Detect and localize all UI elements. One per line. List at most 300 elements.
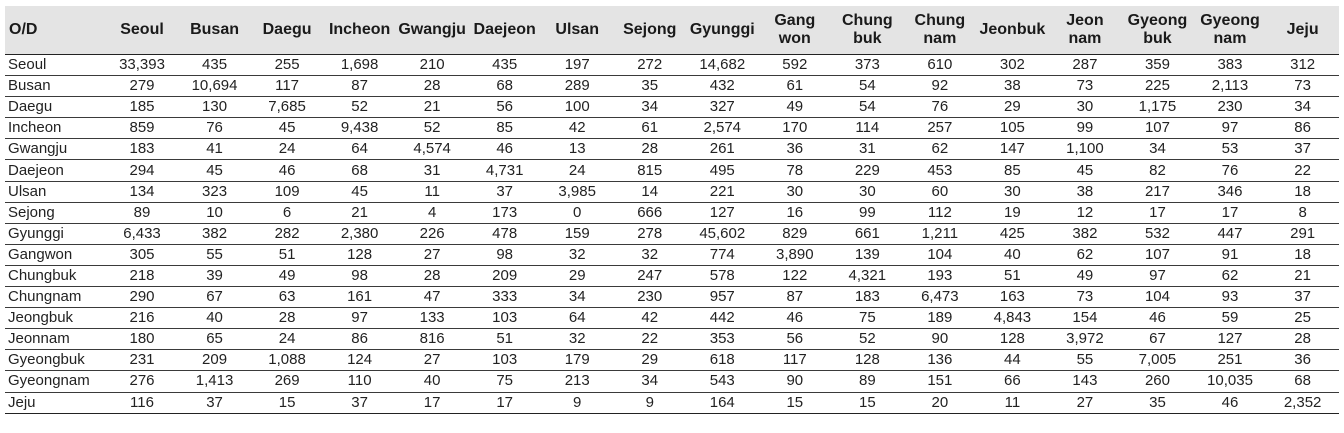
table-cell: 6,433: [106, 223, 179, 244]
table-cell: 151: [904, 371, 977, 392]
table-cell: 28: [396, 265, 469, 286]
table-cell: 68: [1266, 371, 1339, 392]
table-cell: 14,682: [686, 55, 759, 76]
table-cell: 170: [759, 118, 832, 139]
table-cell: 37: [323, 392, 396, 413]
table-cell: 183: [831, 287, 904, 308]
table-cell: 13: [541, 139, 614, 160]
table-cell: 247: [613, 265, 686, 286]
table-cell: 28: [613, 139, 686, 160]
table-cell: 180: [106, 329, 179, 350]
table-cell: 218: [106, 265, 179, 286]
table-cell: 97: [323, 308, 396, 329]
table-cell: 78: [759, 160, 832, 181]
table-cell: 7,685: [251, 97, 324, 118]
table-cell: 61: [759, 76, 832, 97]
table-cell: 478: [468, 223, 541, 244]
table-cell: 34: [613, 97, 686, 118]
table-cell: 114: [831, 118, 904, 139]
table-cell: 128: [323, 244, 396, 265]
column-header: Gyeong buk: [1121, 6, 1194, 55]
table-cell: 231: [106, 350, 179, 371]
table-cell: 442: [686, 308, 759, 329]
table-cell: 55: [178, 244, 251, 265]
table-cell: 60: [904, 181, 977, 202]
table-cell: 31: [831, 139, 904, 160]
table-cell: 25: [1266, 308, 1339, 329]
table-cell: 22: [613, 329, 686, 350]
table-cell: 213: [541, 371, 614, 392]
table-cell: 68: [323, 160, 396, 181]
table-cell: 24: [541, 160, 614, 181]
table-cell: 128: [976, 329, 1049, 350]
table-cell: 127: [686, 202, 759, 223]
table-cell: 91: [1194, 244, 1267, 265]
table-cell: 37: [178, 392, 251, 413]
column-header: Seoul: [106, 6, 179, 55]
table-cell: 64: [323, 139, 396, 160]
table-cell: 89: [831, 371, 904, 392]
table-row: [5, 287, 1339, 308]
table-cell: 73: [1049, 76, 1122, 97]
table-cell: 116: [106, 392, 179, 413]
table-cell: 39: [178, 265, 251, 286]
table-cell: 51: [468, 329, 541, 350]
table-cell: 46: [251, 160, 324, 181]
table-cell: 216: [106, 308, 179, 329]
table-cell: 229: [831, 160, 904, 181]
table-cell: 35: [613, 76, 686, 97]
table-cell: 495: [686, 160, 759, 181]
table-cell: 661: [831, 223, 904, 244]
table-cell: 136: [904, 350, 977, 371]
table-cell: 179: [541, 350, 614, 371]
column-header: Gyeong nam: [1194, 6, 1267, 55]
table-cell: 75: [468, 371, 541, 392]
table-row: [5, 55, 1339, 76]
table-cell: 17: [468, 392, 541, 413]
table-cell: 117: [251, 76, 324, 97]
table-cell: 312: [1266, 55, 1339, 76]
table-cell: 75: [831, 308, 904, 329]
table-cell: 294: [106, 160, 179, 181]
table-cell: 816: [396, 329, 469, 350]
table-cell: 117: [759, 350, 832, 371]
table-cell: 9: [541, 392, 614, 413]
column-header: Busan: [178, 6, 251, 55]
table-cell: 382: [178, 223, 251, 244]
table-cell: 52: [831, 329, 904, 350]
table-cell: 189: [904, 308, 977, 329]
table-row: [5, 371, 1339, 392]
table-cell: 22: [1266, 160, 1339, 181]
origin-label: Seoul: [5, 55, 106, 76]
table-cell: 9: [613, 392, 686, 413]
table-cell: 107: [1121, 244, 1194, 265]
table-cell: 18: [1266, 244, 1339, 265]
table-cell: 44: [976, 350, 1049, 371]
table-cell: 46: [759, 308, 832, 329]
table-cell: 42: [541, 118, 614, 139]
table-cell: 36: [759, 139, 832, 160]
table-cell: 29: [613, 350, 686, 371]
table-row: [5, 202, 1339, 223]
table-cell: 76: [904, 97, 977, 118]
origin-label: Busan: [5, 76, 106, 97]
table-cell: 63: [251, 287, 324, 308]
table-body: [5, 55, 1339, 414]
table-row: [5, 350, 1339, 371]
table-cell: 1,175: [1121, 97, 1194, 118]
table-cell: 19: [976, 202, 1049, 223]
table-cell: 279: [106, 76, 179, 97]
table-cell: 269: [251, 371, 324, 392]
table-cell: 230: [1194, 97, 1267, 118]
table-cell: 7,005: [1121, 350, 1194, 371]
table-cell: 46: [1194, 392, 1267, 413]
origin-label: Gyeongbuk: [5, 350, 106, 371]
table-cell: 272: [613, 55, 686, 76]
table-cell: 11: [396, 181, 469, 202]
table-cell: 359: [1121, 55, 1194, 76]
table-cell: 103: [468, 350, 541, 371]
table-cell: 34: [613, 371, 686, 392]
table-cell: 278: [613, 223, 686, 244]
table-cell: 34: [1121, 139, 1194, 160]
table-cell: 147: [976, 139, 1049, 160]
table-cell: 159: [541, 223, 614, 244]
table-cell: 92: [904, 76, 977, 97]
table-cell: 93: [1194, 287, 1267, 308]
table-cell: 435: [178, 55, 251, 76]
column-header: Ulsan: [541, 6, 614, 55]
table-cell: 51: [251, 244, 324, 265]
table-cell: 124: [323, 350, 396, 371]
table-cell: 54: [831, 76, 904, 97]
origin-label: Daegu: [5, 97, 106, 118]
table-cell: 6,473: [904, 287, 977, 308]
table-cell: 56: [468, 97, 541, 118]
table-cell: 24: [251, 329, 324, 350]
table-cell: 34: [1266, 97, 1339, 118]
table-cell: 435: [468, 55, 541, 76]
table-cell: 373: [831, 55, 904, 76]
table-cell: 163: [976, 287, 1049, 308]
table-cell: 3,890: [759, 244, 832, 265]
table-cell: 53: [1194, 139, 1267, 160]
table-cell: 1,698: [323, 55, 396, 76]
table-cell: 32: [541, 244, 614, 265]
table-cell: 610: [904, 55, 977, 76]
table-cell: 46: [468, 139, 541, 160]
table-cell: 24: [251, 139, 324, 160]
table-cell: 62: [904, 139, 977, 160]
table-cell: 618: [686, 350, 759, 371]
table-cell: 260: [1121, 371, 1194, 392]
table-cell: 99: [1049, 118, 1122, 139]
table-cell: 73: [1049, 287, 1122, 308]
corner-header: O/D: [5, 6, 106, 55]
table-cell: 17: [1194, 202, 1267, 223]
table-cell: 32: [613, 244, 686, 265]
table-cell: 323: [178, 181, 251, 202]
table-cell: 27: [1049, 392, 1122, 413]
table-cell: 578: [686, 265, 759, 286]
origin-label: Gyeongnam: [5, 371, 106, 392]
origin-label: Chungbuk: [5, 265, 106, 286]
table-cell: 1,211: [904, 223, 977, 244]
column-header: Gang won: [759, 6, 832, 55]
origin-label: Jeongbuk: [5, 308, 106, 329]
table-cell: 209: [178, 350, 251, 371]
origin-label: Jeju: [5, 392, 106, 413]
column-header: Jeju: [1266, 6, 1339, 55]
table-cell: 173: [468, 202, 541, 223]
table-cell: 14: [613, 181, 686, 202]
table-cell: 28: [251, 308, 324, 329]
table-cell: 11: [976, 392, 1049, 413]
table-cell: 257: [904, 118, 977, 139]
table-row: [5, 308, 1339, 329]
table-cell: 62: [1194, 265, 1267, 286]
table-cell: 32: [541, 329, 614, 350]
column-header: Chung nam: [904, 6, 977, 55]
table-row: [5, 392, 1339, 413]
table-cell: 28: [396, 76, 469, 97]
table-row: [5, 97, 1339, 118]
table-cell: 161: [323, 287, 396, 308]
table-cell: 18: [1266, 181, 1339, 202]
table-cell: 37: [1266, 139, 1339, 160]
table-cell: 183: [106, 139, 179, 160]
table-cell: 217: [1121, 181, 1194, 202]
table-cell: 122: [759, 265, 832, 286]
table-cell: 17: [396, 392, 469, 413]
table-cell: 305: [106, 244, 179, 265]
table-cell: 4: [396, 202, 469, 223]
table-cell: 226: [396, 223, 469, 244]
table-cell: 346: [1194, 181, 1267, 202]
column-header: Jeon nam: [1049, 6, 1122, 55]
table-cell: 143: [1049, 371, 1122, 392]
table-cell: 29: [976, 97, 1049, 118]
table-cell: 90: [759, 371, 832, 392]
table-cell: 31: [396, 160, 469, 181]
table-cell: 30: [831, 181, 904, 202]
table-cell: 221: [686, 181, 759, 202]
table-cell: 29: [541, 265, 614, 286]
table-cell: 46: [1121, 308, 1194, 329]
table-cell: 774: [686, 244, 759, 265]
table-cell: 40: [396, 371, 469, 392]
table-cell: 67: [1121, 329, 1194, 350]
table-cell: 36: [1266, 350, 1339, 371]
table-cell: 41: [178, 139, 251, 160]
table-cell: 21: [1266, 265, 1339, 286]
table-cell: 4,321: [831, 265, 904, 286]
table-cell: 8: [1266, 202, 1339, 223]
table-cell: 532: [1121, 223, 1194, 244]
table-cell: 86: [1266, 118, 1339, 139]
table-cell: 49: [251, 265, 324, 286]
column-header: Gyunggi: [686, 6, 759, 55]
table-cell: 85: [976, 160, 1049, 181]
table-cell: 30: [759, 181, 832, 202]
table-row: [5, 181, 1339, 202]
table-cell: 15: [831, 392, 904, 413]
table-cell: 210: [396, 55, 469, 76]
table-cell: 45: [251, 118, 324, 139]
table-cell: 2,574: [686, 118, 759, 139]
table-cell: 209: [468, 265, 541, 286]
table-cell: 302: [976, 55, 1049, 76]
column-header: Incheon: [323, 6, 396, 55]
table-cell: 21: [323, 202, 396, 223]
table-cell: 82: [1121, 160, 1194, 181]
table-cell: 45: [323, 181, 396, 202]
table-cell: 230: [613, 287, 686, 308]
table-cell: 107: [1121, 118, 1194, 139]
table-cell: 34: [541, 287, 614, 308]
table-cell: 51: [976, 265, 1049, 286]
table-cell: 859: [106, 118, 179, 139]
table-row: [5, 139, 1339, 160]
table-cell: 261: [686, 139, 759, 160]
table-cell: 73: [1266, 76, 1339, 97]
table-cell: 98: [323, 265, 396, 286]
table-cell: 37: [1266, 287, 1339, 308]
origin-label: Gwangju: [5, 139, 106, 160]
table-cell: 592: [759, 55, 832, 76]
table-cell: 127: [1194, 329, 1267, 350]
table-row: [5, 76, 1339, 97]
table-cell: 154: [1049, 308, 1122, 329]
table-cell: 45: [178, 160, 251, 181]
header-row: [5, 6, 1339, 55]
table-cell: 15: [251, 392, 324, 413]
origin-label: Jeonnam: [5, 329, 106, 350]
table-cell: 40: [178, 308, 251, 329]
table-cell: 333: [468, 287, 541, 308]
table-cell: 16: [759, 202, 832, 223]
origin-label: Sejong: [5, 202, 106, 223]
table-cell: 67: [178, 287, 251, 308]
table-cell: 289: [541, 76, 614, 97]
table-cell: 21: [396, 97, 469, 118]
table-row: [5, 265, 1339, 286]
table-cell: 327: [686, 97, 759, 118]
origin-label: Daejeon: [5, 160, 106, 181]
table-cell: 432: [686, 76, 759, 97]
table-cell: 255: [251, 55, 324, 76]
table-cell: 28: [1266, 329, 1339, 350]
table-row: [5, 244, 1339, 265]
table-cell: 47: [396, 287, 469, 308]
table-cell: 112: [904, 202, 977, 223]
table-cell: 52: [323, 97, 396, 118]
table-cell: 9,438: [323, 118, 396, 139]
table-cell: 133: [396, 308, 469, 329]
table-cell: 4,843: [976, 308, 1049, 329]
table-cell: 76: [1194, 160, 1267, 181]
table-cell: 282: [251, 223, 324, 244]
table-cell: 103: [468, 308, 541, 329]
table-cell: 45: [1049, 160, 1122, 181]
table-cell: 109: [251, 181, 324, 202]
table-cell: 64: [541, 308, 614, 329]
table-cell: 164: [686, 392, 759, 413]
column-header: Daejeon: [468, 6, 541, 55]
table-cell: 185: [106, 97, 179, 118]
table-cell: 42: [613, 308, 686, 329]
table-cell: 20: [904, 392, 977, 413]
table-cell: 134: [106, 181, 179, 202]
table-cell: 87: [759, 287, 832, 308]
table-cell: 447: [1194, 223, 1267, 244]
table-cell: 27: [396, 350, 469, 371]
table-cell: 197: [541, 55, 614, 76]
table-cell: 104: [1121, 287, 1194, 308]
table-cell: 59: [1194, 308, 1267, 329]
table-cell: 61: [613, 118, 686, 139]
table-cell: 68: [468, 76, 541, 97]
table-cell: 40: [976, 244, 1049, 265]
table-row: [5, 223, 1339, 244]
table-row: [5, 160, 1339, 181]
table-cell: 4,731: [468, 160, 541, 181]
table-cell: 383: [1194, 55, 1267, 76]
table-cell: 10: [178, 202, 251, 223]
table-cell: 37: [468, 181, 541, 202]
origin-label: Gyunggi: [5, 223, 106, 244]
column-header: Daegu: [251, 6, 324, 55]
table-cell: 98: [468, 244, 541, 265]
table-cell: 225: [1121, 76, 1194, 97]
table-cell: 4,574: [396, 139, 469, 160]
table-cell: 85: [468, 118, 541, 139]
table-cell: 65: [178, 329, 251, 350]
table-header: [5, 6, 1339, 55]
table-cell: 193: [904, 265, 977, 286]
table-cell: 3,985: [541, 181, 614, 202]
table-cell: 15: [759, 392, 832, 413]
column-header: Sejong: [613, 6, 686, 55]
table-cell: 105: [976, 118, 1049, 139]
table-cell: 251: [1194, 350, 1267, 371]
table-cell: 1,100: [1049, 139, 1122, 160]
table-cell: 38: [1049, 181, 1122, 202]
od-matrix-table-container: [5, 6, 1339, 414]
table-cell: 2,113: [1194, 76, 1267, 97]
table-row: [5, 329, 1339, 350]
table-cell: 76: [178, 118, 251, 139]
table-cell: 30: [1049, 97, 1122, 118]
table-cell: 290: [106, 287, 179, 308]
table-cell: 382: [1049, 223, 1122, 244]
table-cell: 87: [323, 76, 396, 97]
table-cell: 276: [106, 371, 179, 392]
table-cell: 12: [1049, 202, 1122, 223]
table-cell: 52: [396, 118, 469, 139]
table-cell: 35: [1121, 392, 1194, 413]
table-cell: 55: [1049, 350, 1122, 371]
table-cell: 90: [904, 329, 977, 350]
table-cell: 97: [1121, 265, 1194, 286]
table-cell: 829: [759, 223, 832, 244]
table-cell: 66: [976, 371, 1049, 392]
table-cell: 815: [613, 160, 686, 181]
table-cell: 666: [613, 202, 686, 223]
